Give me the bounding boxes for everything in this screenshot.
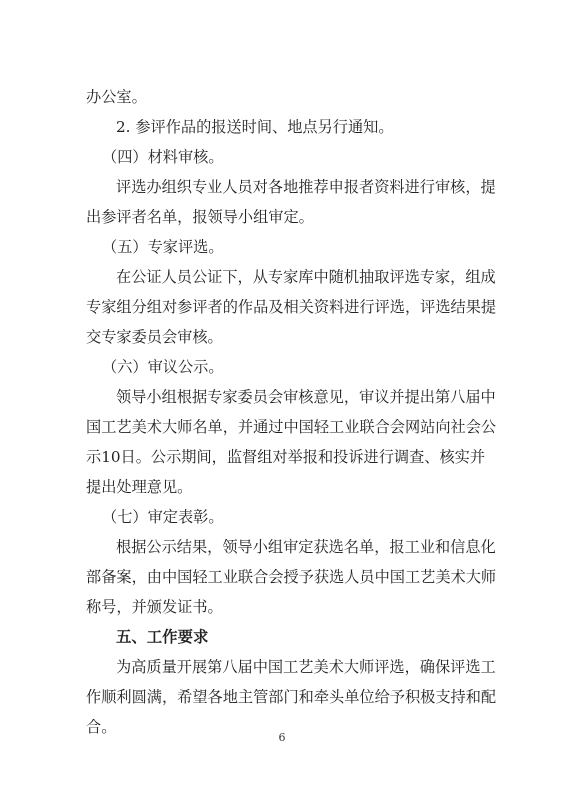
text-line: 专家组分组对参评者的作品及相关资料进行评选，评选结果提 — [86, 298, 497, 316]
text-line: 合。 — [86, 718, 117, 736]
text-line: 称号，并颁发证书。 — [86, 598, 223, 616]
page-number: 6 — [278, 731, 286, 744]
text-line: 领导小组根据专家委员会审核意见，审议并提出第八届中 — [116, 388, 496, 406]
text-line: 部备案，由中国轻工业联合会授予获选人员中国工艺美术大师 — [86, 568, 497, 586]
text-line: 示10日。公示期间，监督组对举报和投诉进行调查、核实并 — [86, 448, 486, 466]
text-line: 在公证人员公证下，从专家库中随机抽取评选专家，组成 — [116, 268, 496, 286]
section-subheading: （六）审议公示。 — [102, 358, 224, 376]
text-line: 为高质量开展第八届中国工艺美术大师评选，确保评选工 — [116, 658, 496, 676]
section-subheading: （七）审定表彰。 — [102, 508, 224, 526]
section-subheading: （五）专家评选。 — [102, 238, 224, 256]
section-subheading: （四）材料审核。 — [102, 148, 224, 166]
section-heading: 五、工作要求 — [116, 628, 209, 646]
text-line: 办公室。 — [86, 88, 147, 106]
text-line: 交专家委员会审核。 — [86, 328, 223, 346]
text-line: 出参评者名单，报领导小组审定。 — [86, 208, 314, 226]
text-line: 2. 参评作品的报送时间、地点另行通知。 — [116, 118, 394, 136]
text-line: 国工艺美术大师名单，并通过中国轻工业联合会网站向社会公 — [86, 418, 497, 436]
text-line: 作顺利圆满，希望各地主管部门和牵头单位给予积极支持和配 — [86, 688, 497, 706]
text-line: 评选办组织专业人员对各地推荐申报者资料进行审核，提 — [116, 178, 496, 196]
text-line: 根据公示结果，领导小组审定获选名单，报工业和信息化 — [116, 538, 496, 556]
text-line: 提出处理意见。 — [86, 478, 193, 496]
